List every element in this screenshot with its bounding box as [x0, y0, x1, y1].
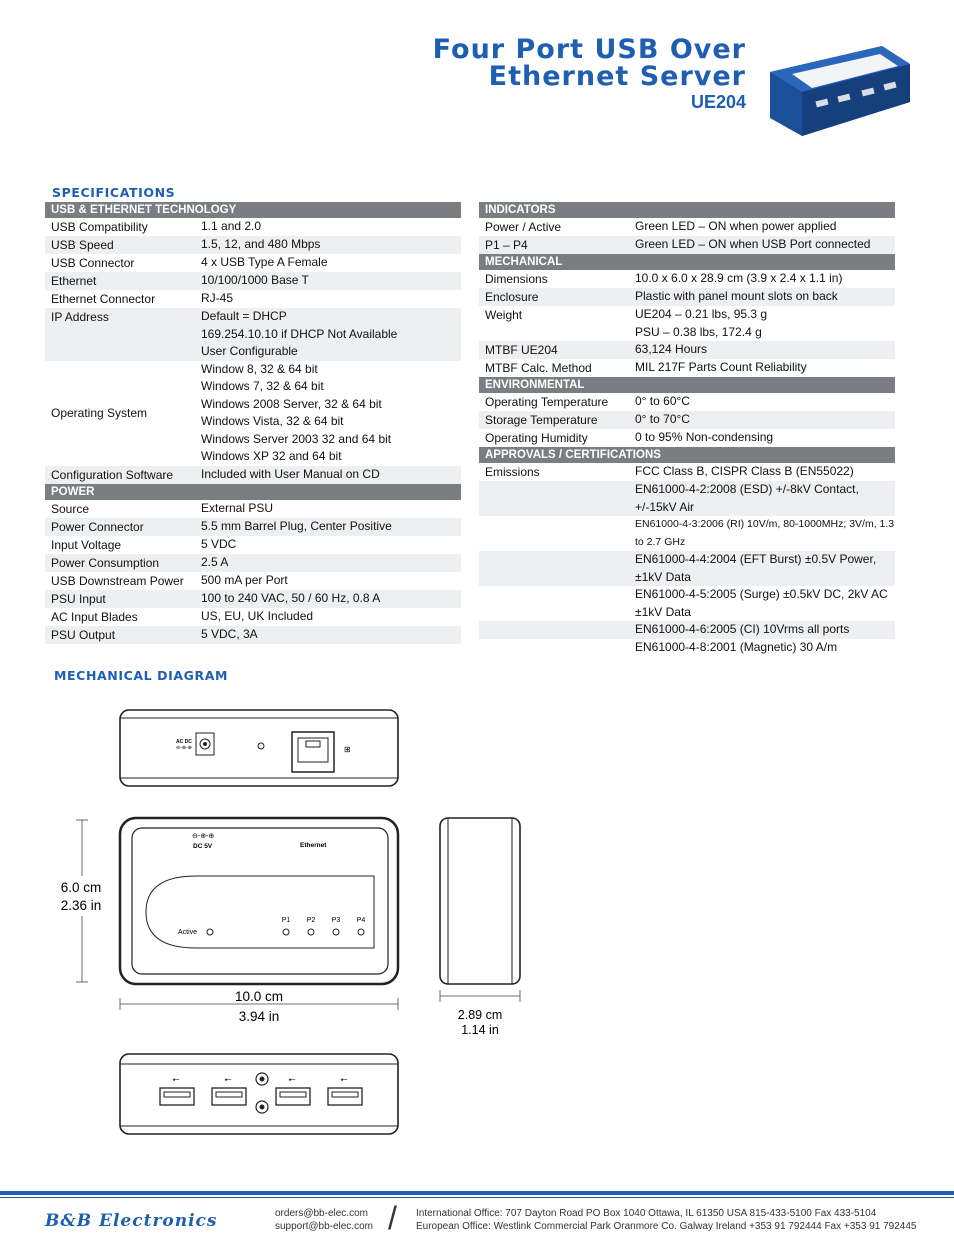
- row-label: Ethernet Connector: [51, 292, 156, 306]
- table-row: [479, 270, 895, 288]
- width-in: 3.94 in: [238, 1009, 280, 1024]
- top-view: [120, 818, 398, 984]
- row-label: Power Consumption: [45, 554, 195, 572]
- row-value: [195, 536, 461, 554]
- row-label: Operating System: [51, 406, 148, 420]
- row-value: [629, 411, 895, 429]
- table-row: [479, 359, 895, 377]
- depth-dimension: [440, 990, 520, 1037]
- footer-bar: [0, 1191, 954, 1195]
- mechanical-diagram-heading: MECHANICAL DIAGRAM: [54, 668, 229, 683]
- row-label: Input Voltage: [51, 537, 122, 552]
- section-header-label: MECHANICAL: [479, 254, 895, 270]
- row-label: IP Address: [45, 308, 195, 361]
- back-power-label: AC DC: [176, 739, 192, 745]
- section-header-label: ENVIRONMENTAL: [479, 377, 895, 393]
- port-label: P4: [356, 917, 366, 924]
- model-number: UE204: [690, 92, 746, 112]
- value-line: Windows 7, 32 & 64 bit: [201, 379, 324, 393]
- value-line: MIL 217F Parts Count Reliability: [635, 360, 807, 375]
- port-label: P2: [306, 917, 316, 924]
- row-label: USB Connector: [51, 256, 135, 270]
- row-value: [195, 254, 461, 272]
- row-label: Operating Humidity: [485, 431, 588, 445]
- row-value: [629, 270, 895, 288]
- table-section-header: [45, 202, 461, 218]
- row-label: MTBF UE204: [479, 341, 629, 359]
- title-line-1: Four Port USB Over: [432, 34, 746, 65]
- row-value: [195, 554, 461, 572]
- value-line: EN61000-4-8:2001 (Magnetic) 30 A/m: [635, 640, 838, 655]
- row-label: USB Speed: [45, 236, 195, 254]
- table-row: [479, 639, 895, 657]
- usb-icon: ⭠: [340, 1074, 348, 1084]
- width-dimension: [120, 989, 398, 1024]
- section-header-label: USB & ETHERNET TECHNOLOGY: [45, 202, 461, 218]
- table-section-header: [479, 202, 895, 218]
- row-value: [195, 590, 461, 608]
- section-header-label: APPROVALS / CERTIFICATIONS: [479, 447, 895, 463]
- table-row: [479, 218, 895, 236]
- depth-in: 1.14 in: [461, 1023, 499, 1037]
- table-section-header: [479, 377, 895, 393]
- row-label: Source: [51, 501, 90, 516]
- value-line: 0 to 95% Non-condensing: [635, 430, 774, 445]
- table-row: [45, 590, 461, 608]
- width-cm: 10.0 cm: [234, 989, 284, 1004]
- value-line: 1.1 and 2.0: [201, 219, 262, 234]
- european-office: European Office: Westlink Commercial Park Oranmore Co. Galway Ireland +353 91 792444 Fax +353 91 792445: [416, 1221, 917, 1232]
- value-line: 100 to 240 VAC, 50 / 60 Hz, 0.8 A: [201, 590, 381, 605]
- table-row: [479, 393, 895, 411]
- top-power-symbol: ⊖-⊕-⊕: [192, 833, 215, 840]
- port-label: P3: [331, 917, 341, 924]
- row-value: [195, 500, 461, 518]
- value-line: Default = DHCP: [201, 309, 287, 323]
- table-row: [45, 290, 461, 308]
- specifications-heading: SPECIFICATIONS: [52, 185, 176, 200]
- table-row: [45, 500, 461, 518]
- value-line: 10.0 x 6.0 x 28.9 cm (3.9 x 2.4 x 1.1 in): [635, 271, 843, 286]
- row-value: [629, 463, 895, 481]
- row-label: AC Input Blades: [51, 609, 138, 624]
- height-cm: 6.0 cm: [60, 880, 102, 895]
- row-value: [195, 626, 461, 644]
- row-value: [629, 586, 895, 621]
- page-title: [433, 36, 746, 90]
- table-row: [479, 586, 895, 621]
- value-line: EN61000-4-2:2008 (ESD) +/-8kV Contact, +/-15kV Air: [635, 482, 859, 514]
- height-in: 2.36 in: [60, 898, 102, 913]
- row-value: [629, 429, 895, 447]
- table-row: [45, 554, 461, 572]
- row-label: Weight: [485, 308, 523, 322]
- table-row: [479, 551, 895, 586]
- row-value: [195, 218, 461, 236]
- row-value: [629, 639, 895, 657]
- table-row: [479, 463, 895, 481]
- value-line: Green LED – ON when power applied: [635, 219, 837, 234]
- value-line: Windows Vista, 32 & 64 bit: [201, 414, 344, 428]
- row-label: P1 – P4: [479, 236, 629, 254]
- active-label: Active: [178, 929, 198, 936]
- table-row: [479, 411, 895, 429]
- row-label: Operating Temperature: [485, 395, 609, 409]
- value-line: User Configurable: [201, 344, 298, 358]
- row-value: [629, 306, 895, 341]
- value-line: EN61000-4-5:2005 (Surge) ±0.5kV DC, 2kV AC ±1kV Data: [635, 587, 888, 619]
- table-row: [45, 466, 461, 484]
- table-row: [45, 536, 461, 554]
- value-line: Windows 2008 Server, 32 & 64 bit: [201, 396, 382, 411]
- row-value: [195, 518, 461, 536]
- value-line: EN61000-4-3:2006 (RI) 10V/m, 80-1000MHz; 3V/m, 1.3 to 2.7 GHz: [635, 518, 895, 548]
- value-line: Included with User Manual on CD: [201, 466, 380, 481]
- value-line: FCC Class B, CISPR Class B (EN55022): [635, 464, 854, 479]
- row-value: [195, 361, 461, 466]
- ethernet-label: Ethernet: [300, 842, 327, 849]
- value-line: Window 8, 32 & 64 bit: [201, 361, 318, 376]
- row-value: [629, 359, 895, 377]
- table-row: [45, 361, 461, 466]
- section-header-label: POWER: [45, 484, 461, 500]
- spec-table-right: [479, 202, 895, 657]
- side-view: [440, 818, 520, 984]
- spec-table-left: [45, 202, 461, 644]
- row-label: PSU Output: [45, 626, 195, 644]
- row-value: [195, 290, 461, 308]
- table-row: [45, 254, 461, 272]
- value-line: 1.5, 12, and 480 Mbps: [201, 237, 321, 252]
- row-label: MTBF Calc. Method: [485, 361, 592, 375]
- row-label: [479, 586, 629, 621]
- value-line: PSU – 0.38 lbs, 172.4 g: [635, 324, 762, 339]
- table-row: [45, 272, 461, 290]
- row-value: [629, 218, 895, 236]
- row-value: [195, 308, 461, 361]
- network-icon: ⊞: [344, 745, 351, 754]
- value-line: 10/100/1000 Base T: [201, 273, 309, 288]
- table-row: [45, 572, 461, 590]
- row-label: Ethernet: [45, 272, 195, 290]
- usb-icon: ⭠: [172, 1074, 180, 1084]
- row-value: [629, 393, 895, 411]
- value-line: 0° to 60°C: [635, 394, 690, 409]
- table-row: [45, 218, 461, 236]
- table-section-header: [479, 447, 895, 463]
- value-line: Green LED – ON when USB Port connected: [635, 237, 871, 252]
- value-line: EN61000-4-4:2004 (EFT Burst) ±0.5V Power, ±1kV Data: [635, 552, 877, 584]
- table-section-header: [479, 254, 895, 270]
- usb-icon: ⭠: [288, 1074, 296, 1084]
- row-value: [629, 551, 895, 586]
- depth-cm: 2.89 cm: [457, 1008, 503, 1022]
- row-value: [629, 341, 895, 359]
- row-value: [195, 572, 461, 590]
- row-value: [629, 481, 895, 516]
- mechanical-diagram: [50, 696, 550, 1156]
- value-line: RJ-45: [201, 291, 234, 306]
- footer-emails: [275, 1207, 373, 1233]
- row-label: Dimensions: [485, 272, 548, 286]
- usb-icon: ⭠: [224, 1074, 232, 1084]
- row-label: Enclosure: [479, 288, 629, 306]
- table-row: [45, 608, 461, 626]
- footer-divider: /: [388, 1200, 397, 1236]
- table-row: [479, 306, 895, 341]
- footer-offices: [416, 1207, 916, 1233]
- table-row: [479, 481, 895, 516]
- table-row: [479, 236, 895, 254]
- row-label: [479, 481, 629, 516]
- value-line: US, EU, UK Included: [201, 608, 314, 623]
- row-value: [195, 608, 461, 626]
- row-label: USB Downstream Power: [51, 573, 184, 588]
- row-label: Power Connector: [45, 518, 195, 536]
- section-header-label: INDICATORS: [479, 202, 895, 218]
- value-line: 0° to 70°C: [635, 412, 690, 427]
- row-label: Configuration Software: [45, 466, 195, 484]
- title-line-2: Ethernet Server: [488, 61, 746, 92]
- value-line: UE204 – 0.21 lbs, 95.3 g: [635, 307, 768, 321]
- front-view: [120, 1054, 398, 1134]
- table-row: [479, 288, 895, 306]
- product-photo: [762, 40, 912, 140]
- orders-email[interactable]: orders@bb-elec.com: [275, 1208, 368, 1219]
- value-line: 63,124 Hours: [635, 342, 708, 357]
- value-line: 5 VDC: [201, 536, 237, 551]
- value-line: 2.5 A: [201, 554, 229, 569]
- row-label: Storage Temperature: [479, 411, 629, 429]
- value-line: 4 x USB Type A Female: [201, 255, 328, 270]
- support-email[interactable]: support@bb-elec.com: [275, 1221, 373, 1232]
- row-label: [479, 639, 629, 657]
- back-power-symbol: ⊖-⊕-⊕: [176, 745, 192, 751]
- row-value: [195, 236, 461, 254]
- row-value: [629, 621, 895, 639]
- value-line: Windows XP 32 and 64 bit: [201, 449, 342, 463]
- value-line: External PSU: [201, 500, 274, 515]
- value-line: Windows Server 2003 32 and 64 bit: [201, 431, 392, 446]
- row-value: [195, 272, 461, 290]
- back-view: [120, 710, 398, 786]
- row-value: [195, 466, 461, 484]
- table-row: [45, 626, 461, 644]
- value-line: Plastic with panel mount slots on back: [635, 289, 838, 304]
- table-row: [479, 341, 895, 359]
- row-label: [479, 516, 629, 551]
- row-label: Emissions: [485, 465, 540, 479]
- table-row: [479, 621, 895, 639]
- value-line: EN61000-4-6:2005 (CI) 10Vrms all ports: [635, 622, 850, 637]
- row-value: [629, 516, 895, 551]
- table-row: [45, 518, 461, 536]
- height-dimension: [56, 820, 106, 982]
- value-line: 500 mA per Port: [201, 572, 288, 587]
- value-line: 5 VDC, 3A: [201, 626, 258, 641]
- table-row: [45, 308, 461, 361]
- row-label: PSU Input: [45, 590, 195, 608]
- row-value: [629, 236, 895, 254]
- row-label: Power / Active: [485, 220, 562, 234]
- value-line: 5.5 mm Barrel Plug, Center Positive: [201, 518, 392, 533]
- row-label: [479, 551, 629, 586]
- port-label: P1: [281, 917, 291, 924]
- row-label: [479, 621, 629, 639]
- table-row: [479, 429, 895, 447]
- table-section-header: [45, 484, 461, 500]
- company-logo: B&B Electronics: [45, 1211, 218, 1231]
- value-line: 169.254.10.10 if DHCP Not Available: [201, 326, 398, 341]
- row-value: [629, 288, 895, 306]
- table-row: [479, 516, 895, 551]
- table-row: [45, 236, 461, 254]
- row-label: USB Compatibility: [51, 220, 148, 234]
- international-office: International Office: 707 Dayton Road PO Box 1040 Ottawa, IL 61350 USA 815-433-5100 Fax 433-5104: [416, 1208, 877, 1219]
- footer-rule: [0, 1197, 954, 1198]
- dc-label: DC 5V: [193, 843, 213, 850]
